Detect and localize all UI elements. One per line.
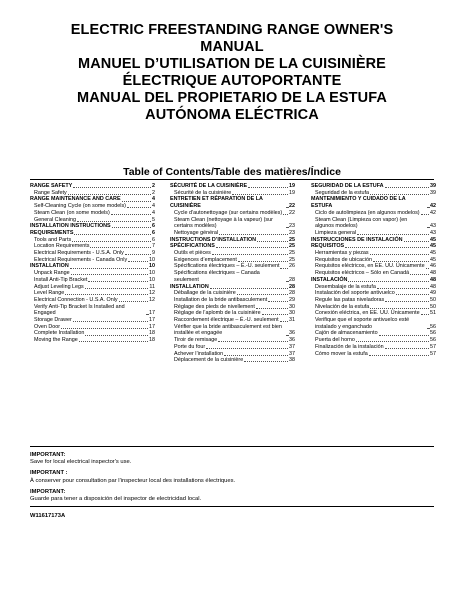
toc-entry xyxy=(30,237,155,244)
toc-entry xyxy=(30,337,155,344)
toc-entry-page: 57 xyxy=(430,343,436,350)
toc-leader-dots xyxy=(370,194,429,195)
toc-entry xyxy=(170,217,295,230)
toc-entry-label: Moving the Range xyxy=(34,337,78,344)
toc-entry-label: Instalación del soporte antivuelco xyxy=(315,290,395,297)
toc-entry xyxy=(30,230,155,237)
toc-entry-page: 10 xyxy=(149,256,155,263)
toc-leader-dots xyxy=(61,328,148,329)
toc-leader-dots xyxy=(427,207,429,208)
toc-entry-page: 22 xyxy=(289,203,295,210)
toc-entry-label: Requisitos eléctricos, en EE. UU. Únicamente xyxy=(315,263,425,270)
toc-entry xyxy=(311,230,436,237)
toc-entry-label: Nettoyage général xyxy=(174,229,219,236)
toc-entry-page: 29 xyxy=(289,296,295,303)
toc-entry xyxy=(311,263,436,270)
toc-entry-page: 5 xyxy=(152,216,155,223)
toc-entry-page: 22 xyxy=(289,209,295,216)
toc-entry-page: 39 xyxy=(430,183,436,189)
toc-leader-dots xyxy=(385,301,429,302)
toc-entry xyxy=(311,210,436,217)
toc-leader-dots xyxy=(206,348,288,349)
toc-leader-dots xyxy=(286,227,288,228)
toc-leader-dots xyxy=(70,268,148,269)
toc-leader-dots xyxy=(286,281,288,282)
toc-entry-label: Steam Clean (nettoyage à la vapeur) (sur certains modèles) xyxy=(174,216,273,230)
toc-entry-page: 48 xyxy=(430,283,436,290)
toc-leader-dots xyxy=(244,361,288,362)
toc-entry-page: 4 xyxy=(152,203,155,210)
toc-entry-label: Install Anti-Tip Bracket xyxy=(34,276,88,283)
toc-entry-page: 28 xyxy=(289,290,295,297)
toc-entry xyxy=(311,284,436,291)
toc-leader-dots xyxy=(85,335,148,336)
toc-entry-label: SÉCURITÉ DE LA CUISINIÈRE xyxy=(170,183,248,189)
toc-entry-page: 57 xyxy=(430,350,436,357)
toc-leader-dots xyxy=(111,214,151,215)
toc-leader-dots xyxy=(71,274,148,275)
toc-entry-label: INSTRUCCIONES DE INSTALACIÓN xyxy=(311,236,403,243)
toc-leader-dots xyxy=(128,261,148,262)
toc-leader-dots xyxy=(404,241,429,242)
toc-entry xyxy=(30,297,155,304)
note-spanish xyxy=(30,489,434,503)
toc-entry xyxy=(30,317,155,324)
toc-entry-page: 4 xyxy=(152,209,155,216)
toc-leader-dots xyxy=(280,268,288,269)
toc-entry-page: 28 xyxy=(289,276,295,283)
toc-leader-dots xyxy=(427,227,429,228)
toc-entry-label: Réglage de l’aplomb de la cuisinière xyxy=(174,310,261,317)
toc-entry xyxy=(170,317,295,324)
toc-entry-page: 50 xyxy=(430,296,436,303)
toc-leader-dots xyxy=(146,314,148,315)
toc-leader-dots xyxy=(286,207,288,208)
toc-entry-page: 56 xyxy=(430,323,436,330)
toc-entry-label: REQUIREMENTS xyxy=(30,229,74,236)
toc-entry xyxy=(311,243,436,250)
toc-entry-page: 45 xyxy=(430,256,436,263)
toc-entry-label: SEGURIDAD DE LA ESTUFA xyxy=(311,183,384,189)
toc-entry-label: Herramientas y piezas xyxy=(315,250,369,257)
toc-entry-page: 19 xyxy=(289,183,295,189)
toc-entry xyxy=(170,324,295,337)
toc-entry-page: 45 xyxy=(430,243,436,250)
toc-entry-label: ENTRETIEN ET RÉPARATION DE LA CUISINIÈRE xyxy=(170,196,263,210)
toc-entry-label: INSTALLATION xyxy=(30,263,69,270)
toc-entry-page: 10 xyxy=(149,276,155,283)
toc-leader-dots xyxy=(348,281,429,282)
toc-entry xyxy=(311,337,436,344)
toc-entry-page: 48 xyxy=(430,276,436,283)
toc-entry-label: Puerta del horno xyxy=(315,337,355,344)
title-line: MANUEL D’UTILISATION DE LA CUISINIÈRE xyxy=(78,56,386,72)
toc-entry xyxy=(30,304,155,317)
toc-entry-page: 30 xyxy=(289,303,295,310)
title-line: MANUAL DEL PROPIETARIO DE LA ESTUFA xyxy=(77,90,387,106)
toc-entry xyxy=(30,243,155,250)
toc-entry-label: Requisitos eléctricos – Sólo en Canadá xyxy=(315,270,410,277)
toc-leader-dots xyxy=(356,341,429,342)
toc-entry-label: Range Safety xyxy=(34,189,67,196)
toc-entry-label: Cajón de almacenamiento xyxy=(315,330,378,337)
toc-entry-label: Self-Cleaning Cycle (on some models) xyxy=(34,203,126,210)
toc-heading: Table of Contents/Table des matières/Índice xyxy=(123,166,341,178)
toc-leader-dots xyxy=(385,187,429,188)
toc-entry xyxy=(170,297,295,304)
toc-entry-page: 43 xyxy=(430,223,436,230)
toc-leader-dots xyxy=(421,314,429,315)
toc-leader-dots xyxy=(74,234,151,235)
toc-entry xyxy=(30,217,155,224)
toc-entry xyxy=(30,324,155,331)
toc-entry xyxy=(311,344,436,351)
toc-entry-page: 4 xyxy=(152,196,155,203)
toc-entry-label: Ciclo de autolimpieza (en algunos modelos) xyxy=(315,209,420,216)
toc-entry-label: Verify Anti-Tip Bracket Is Installed and Engaged xyxy=(34,303,125,317)
toc-entry-label: Tiroir de remisage xyxy=(174,337,218,344)
toc-entry-page: 25 xyxy=(289,243,295,250)
note-title: IMPORTANT: xyxy=(30,452,66,458)
toc-entry-page: 25 xyxy=(289,256,295,263)
title-line: ELECTRIC FREESTANDING RANGE OWNER'S xyxy=(70,22,394,38)
toc-entry-page: 56 xyxy=(430,337,436,344)
toc-entry-page: 31 xyxy=(289,317,295,324)
toc-entry xyxy=(311,310,436,317)
note-text: Save for local electrical inspector's use. xyxy=(30,459,132,466)
toc-entry xyxy=(30,223,155,230)
toc-leader-dots xyxy=(377,288,429,289)
toc-column-english xyxy=(30,183,155,344)
toc-entry-page: 45 xyxy=(430,250,436,257)
toc-entry xyxy=(311,237,436,244)
toc-entry-label: INSTALLATION xyxy=(170,283,209,290)
toc-entry-label: MANTENIMIENTO Y CUIDADO DE LA ESTUFA xyxy=(311,196,406,210)
toc-leader-dots xyxy=(268,301,288,302)
toc-leader-dots xyxy=(385,348,429,349)
toc-entry-label: Seguridad de la estufa xyxy=(315,189,369,196)
toc-leader-dots xyxy=(122,201,151,202)
toc-entry-label: Conexión eléctrica, en EE. UU. Únicamente xyxy=(315,310,420,317)
toc-leader-dots xyxy=(85,288,149,289)
toc-entry-page: 2 xyxy=(152,189,155,196)
toc-entry-page: 28 xyxy=(289,283,295,290)
toc-entry-page: 7 xyxy=(152,243,155,250)
important-notes xyxy=(30,452,434,507)
toc-leader-dots xyxy=(72,241,151,242)
toc-entry-label: Electrical Connection - U.S.A. Only xyxy=(34,296,118,303)
toc-leader-dots xyxy=(283,214,288,215)
toc-entry-page: 23 xyxy=(289,229,295,236)
toc-entry-page: 6 xyxy=(152,229,155,236)
toc-leader-dots xyxy=(256,308,288,309)
toc-entry-label: Level Range xyxy=(34,290,65,297)
toc-entry-label: Réglage des pieds de nivellement xyxy=(174,303,255,310)
toc-entry-page: 37 xyxy=(289,343,295,350)
toc-entry-page: 19 xyxy=(289,189,295,196)
toc-leader-dots xyxy=(210,288,288,289)
toc-entry xyxy=(30,330,155,337)
toc-entry xyxy=(30,290,155,297)
toc-entry xyxy=(170,243,295,250)
toc-column-spanish xyxy=(311,183,436,357)
toc-entry-page: 10 xyxy=(149,270,155,277)
toc-entry-label: Installation de la bride antibasculement xyxy=(174,296,268,303)
toc-entry xyxy=(170,284,295,291)
toc-entry xyxy=(170,270,295,283)
toc-entry xyxy=(30,190,155,197)
toc-entry-label: Raccordement électrique – É.-U. seulement xyxy=(174,317,279,324)
toc-entry xyxy=(30,183,155,190)
toc-bottom-divider xyxy=(30,446,434,447)
toc-entry-label: Déballage de la cuisinière xyxy=(174,290,236,297)
toc-leader-dots xyxy=(68,194,151,195)
toc-leader-dots xyxy=(79,341,148,342)
toc-entry xyxy=(170,196,295,209)
toc-top-divider xyxy=(30,179,434,180)
toc-entry xyxy=(311,270,436,277)
toc-entry-page: 36 xyxy=(289,337,295,344)
toc-entry-page: 18 xyxy=(149,337,155,344)
toc-entry-label: Limpieza general xyxy=(315,229,357,236)
toc-leader-dots xyxy=(218,341,288,342)
toc-entry xyxy=(170,337,295,344)
toc-entry-label: SPÉCIFICATIONS xyxy=(170,243,215,250)
toc-entry-page: 45 xyxy=(430,236,436,243)
toc-leader-dots xyxy=(262,314,288,315)
toc-entry-label: Desembalaje de la estufa xyxy=(315,283,376,290)
toc-leader-dots xyxy=(224,355,288,356)
toc-leader-dots xyxy=(396,294,429,295)
toc-entry-label: General Cleaning xyxy=(34,216,76,223)
toc-entry-page: 38 xyxy=(289,357,295,364)
toc-entry xyxy=(311,277,436,284)
toc-entry-page: 17 xyxy=(149,317,155,324)
toc-leader-dots xyxy=(238,261,288,262)
title-line: ÉLECTRIQUE AUTOPORTANTE xyxy=(122,73,342,89)
toc-entry xyxy=(170,351,295,358)
toc-entry-label: Electrical Requirements - Canada Only xyxy=(34,256,128,263)
toc-entry-page: 25 xyxy=(289,236,295,243)
toc-entry-label: Requisitos de ubicación xyxy=(315,256,372,263)
toc-leader-dots xyxy=(257,241,288,242)
toc-entry-page: 42 xyxy=(430,203,436,210)
toc-entry-page: 11 xyxy=(149,283,155,290)
toc-entry-label: Sécurité de la cuisinière xyxy=(174,189,232,196)
toc-leader-dots xyxy=(369,355,429,356)
toc-column-french xyxy=(170,183,295,364)
toc-leader-dots xyxy=(280,321,288,322)
toc-entry xyxy=(170,344,295,351)
toc-entry-label: Spécifications électriques – Canada seulement xyxy=(174,270,260,283)
toc-entry-page: 39 xyxy=(430,189,436,196)
toc-leader-dots xyxy=(73,321,148,322)
toc-leader-dots xyxy=(379,335,429,336)
toc-entry-page: 51 xyxy=(430,310,436,317)
toc-entry xyxy=(170,290,295,297)
toc-entry xyxy=(311,317,436,330)
toc-entry-label: INSTALACIÓN xyxy=(311,276,348,283)
toc-entry xyxy=(311,330,436,337)
toc-leader-dots xyxy=(345,247,429,248)
toc-entry-label: Adjust Leveling Legs xyxy=(34,283,84,290)
toc-entry-page: 6 xyxy=(152,236,155,243)
toc-entry xyxy=(170,357,295,364)
toc-entry-label: Nivelación de la estufa xyxy=(315,303,370,310)
toc-leader-dots xyxy=(73,187,151,188)
toc-entry-page: 12 xyxy=(149,296,155,303)
toc-entry-page: 10 xyxy=(149,263,155,270)
toc-entry-label: Complete Installation xyxy=(34,330,85,337)
toc-entry-label: Unpack Range xyxy=(34,270,70,277)
toc-entry-page: 36 xyxy=(289,330,295,337)
toc-leader-dots xyxy=(370,254,429,255)
toc-entry-page: 17 xyxy=(149,310,155,317)
toc-entry xyxy=(30,210,155,217)
toc-entry xyxy=(311,190,436,197)
toc-entry-label: Vérifier que la bride antibasculement est bien installée et engagée xyxy=(174,323,282,337)
toc-entry-label: Steam Clean (on some models) xyxy=(34,209,110,216)
toc-leader-dots xyxy=(421,214,429,215)
toc-entry-page: 9 xyxy=(152,250,155,257)
toc-leader-dots xyxy=(219,234,288,235)
toc-entry xyxy=(311,250,436,257)
toc-entry-label: Cómo mover la estufa xyxy=(315,350,368,357)
note-english xyxy=(30,452,434,466)
note-title: IMPORTANT : xyxy=(30,470,68,477)
note-text: À conserver pour consultation par l'inspecteur local des installations électriques. xyxy=(30,477,236,484)
toc-entry xyxy=(170,210,295,217)
toc-entry xyxy=(30,277,155,284)
toc-entry-label: Déplacement de la cuisinière xyxy=(174,357,244,364)
toc-leader-dots xyxy=(65,294,148,295)
manual-titles xyxy=(30,22,434,124)
toc-entry-page: 17 xyxy=(149,323,155,330)
toc-entry-page: 46 xyxy=(430,263,436,270)
toc-entry-label: Spécifications électriques – É.-U. seulement xyxy=(174,263,280,270)
toc-entry-label: INSTALLATION INSTRUCTIONS xyxy=(30,223,111,230)
toc-entry-page: 12 xyxy=(149,290,155,297)
toc-leader-dots xyxy=(237,294,288,295)
toc-leader-dots xyxy=(232,194,288,195)
toc-leader-dots xyxy=(373,261,429,262)
toc-entry-label: Oven Door xyxy=(34,323,61,330)
toc-leader-dots xyxy=(427,328,429,329)
toc-entry-label: Finalización de la instalación xyxy=(315,343,384,350)
toc-entry xyxy=(30,257,155,264)
toc-entry-page: 23 xyxy=(289,223,295,230)
toc-entry-label: Location Requirements xyxy=(34,243,90,250)
toc-entry-page: 25 xyxy=(289,250,295,257)
toc-leader-dots xyxy=(426,268,429,269)
toc-entry xyxy=(311,290,436,297)
toc-leader-dots xyxy=(248,187,288,188)
toc-entry-label: Outils et pièces xyxy=(174,250,211,257)
note-french xyxy=(30,470,434,484)
toc-entry xyxy=(311,297,436,304)
toc-entry-label: Exigences d’emplacement xyxy=(174,256,237,263)
toc-entry xyxy=(311,351,436,358)
note-title: IMPORTANT: xyxy=(30,488,66,495)
toc-entry xyxy=(311,196,436,209)
toc-entry-page: 6 xyxy=(152,223,155,230)
toc-entry-label: Steam Clean (Limpieza con vapor) (en algunos modelos) xyxy=(315,216,408,230)
toc-entry-page: 18 xyxy=(149,330,155,337)
toc-entry xyxy=(30,250,155,257)
toc-entry-page: 48 xyxy=(430,270,436,277)
toc-entry xyxy=(30,196,155,203)
note-text: Guarde para tener a disposición del inspector de electricidad local. xyxy=(30,496,202,503)
toc-entry xyxy=(170,183,295,190)
toc-leader-dots xyxy=(119,301,148,302)
footer-divider xyxy=(30,506,434,507)
toc-entry xyxy=(30,203,155,210)
toc-entry-label: Porte du four xyxy=(174,343,206,350)
toc-entry xyxy=(311,183,436,190)
toc-entry-label: INSTRUCTIONS D’INSTALLATION xyxy=(170,236,257,243)
toc-entry xyxy=(30,263,155,270)
title-line: MANUAL xyxy=(200,39,264,55)
toc-leader-dots xyxy=(357,234,429,235)
toc-leader-dots xyxy=(216,247,288,248)
toc-entry xyxy=(170,304,295,311)
toc-entry xyxy=(170,263,295,270)
toc-entry-label: Storage Drawer xyxy=(34,317,72,324)
toc-entry-label: Achever l’installation xyxy=(174,350,224,357)
toc-leader-dots xyxy=(90,247,151,248)
toc-entry xyxy=(30,284,155,291)
toc-entry xyxy=(170,250,295,257)
toc-leader-dots xyxy=(88,281,148,282)
toc-leader-dots xyxy=(370,308,429,309)
toc-leader-dots xyxy=(410,274,429,275)
toc-leader-dots xyxy=(112,227,151,228)
toc-entry-label: Verifique que el soporte antivuelco esté instalado y enganchado xyxy=(315,317,410,330)
toc-entry xyxy=(311,217,436,230)
toc-entry-label: RANGE SAFETY xyxy=(30,183,73,189)
toc-entry-page: 26 xyxy=(289,263,295,270)
toc-entry-page: 49 xyxy=(430,290,436,297)
toc-entry xyxy=(170,230,295,237)
title-line: AUTÓNOMA ELÉCTRICA xyxy=(145,107,319,123)
toc-leader-dots xyxy=(286,335,288,336)
toc-leader-dots xyxy=(212,254,288,255)
part-number: W11617173A xyxy=(30,513,66,519)
toc-entry-page: 42 xyxy=(430,209,436,216)
toc-entry-label: RANGE MAINTENANCE AND CARE xyxy=(30,196,121,203)
toc-leader-dots xyxy=(125,254,151,255)
toc-leader-dots xyxy=(127,207,151,208)
toc-entry-page: 2 xyxy=(152,183,155,189)
toc-entry-label: Tools and Parts xyxy=(34,236,72,243)
toc-entry-label: Cycle d’autonettoyage (sur certains modèles) xyxy=(174,209,283,216)
toc-entry-page: 37 xyxy=(289,350,295,357)
toc-entry-label: REQUISITOS xyxy=(311,243,345,250)
toc-entry-page: 50 xyxy=(430,303,436,310)
toc-entry xyxy=(30,270,155,277)
toc-entry-page: 30 xyxy=(289,310,295,317)
toc-entry-page: 43 xyxy=(430,229,436,236)
toc-entry-page: 56 xyxy=(430,330,436,337)
toc-entry-label: Electrical Requirements - U.S.A. Only xyxy=(34,250,124,257)
toc-leader-dots xyxy=(77,221,151,222)
toc-entry-label: Regule las patas niveladoras xyxy=(315,296,385,303)
